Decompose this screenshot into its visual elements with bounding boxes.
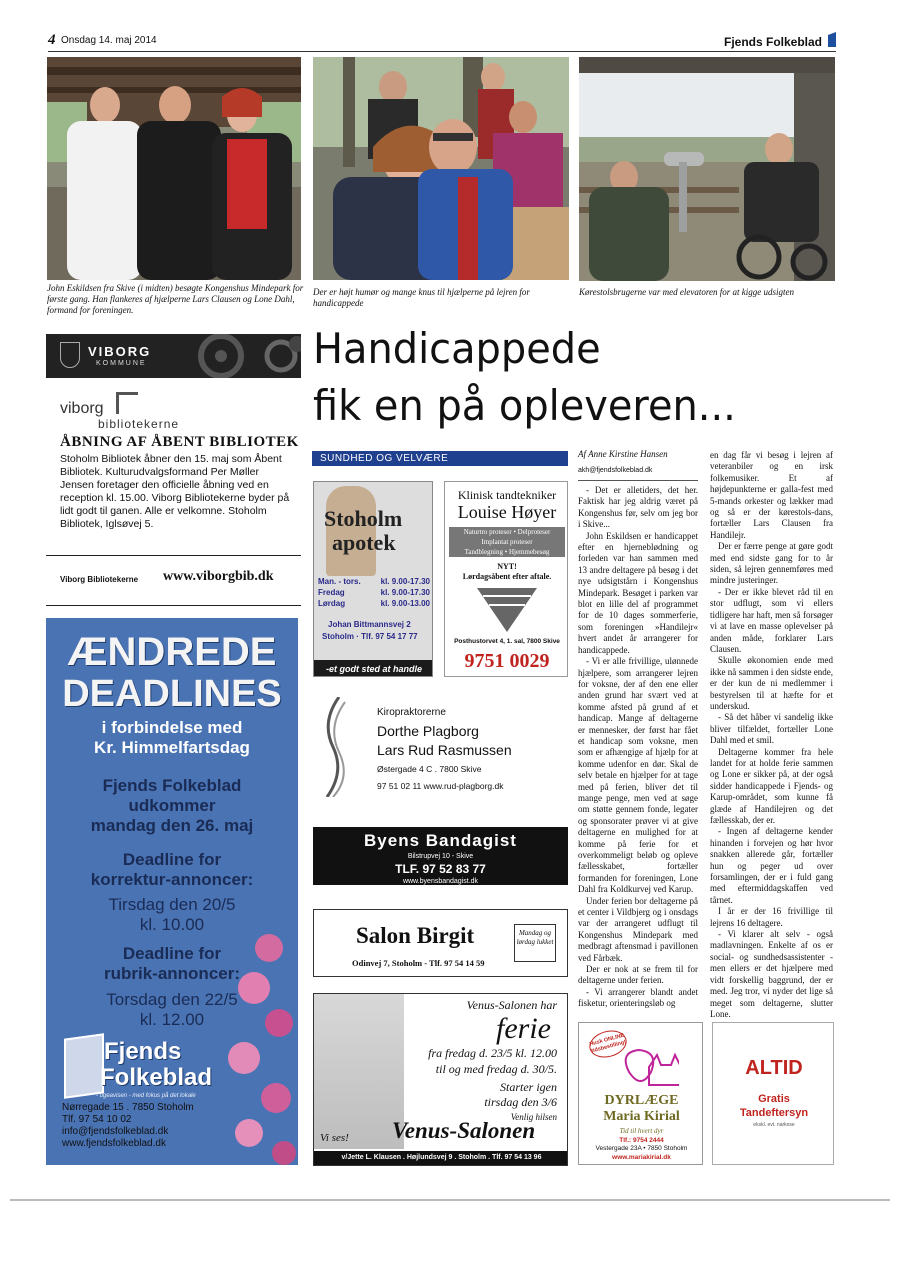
apotek-slogan: -et godt sted at handle — [314, 660, 433, 677]
tand-ad — [444, 481, 568, 677]
article-paragraph: - Vi klarer alt selv - også madlavningen. Enkelte af os er social- og sundhedsassistenter - men ellers er det hjælpere med vidt forskellig baggrund, der er med. Jeg tror, vi nyder det lige så meget som deltagerne, slutter Lone. — [710, 929, 833, 1019]
deadline-2-b: rubrik-annoncer: — [103, 964, 241, 983]
headline-line-2: fik en på opleveren... — [313, 381, 736, 430]
byens-url[interactable]: www.byensbandagist.dk — [402, 878, 479, 885]
header-rule — [48, 51, 836, 52]
kiro-title: Kiropraktorerne — [377, 707, 446, 718]
dyrlaege-ad — [578, 1022, 703, 1165]
article-paragraph: Der er nok at se frem til for deltagerne under ferien. — [578, 964, 698, 986]
photo-2-caption: Der er højt humør og mange knus til hjælperne på lejren for handicappede — [313, 287, 530, 308]
deadline-2-a: Deadline for — [122, 944, 222, 963]
apotek-hours-row: Fredag kl. 9.00-17.30 — [318, 588, 430, 597]
viborg-circles-icon — [171, 334, 301, 378]
byens-title: Byens Bandagist — [364, 831, 517, 850]
dyr-url[interactable]: www.mariakirial.dk — [612, 1154, 671, 1161]
fjends-url[interactable]: www.fjendsfolkeblad.dk — [62, 1138, 166, 1149]
deadlines-line-3: mandag den 26. maj — [90, 816, 254, 835]
fjends-addr-2: Tlf. 97 54 10 02 — [62, 1114, 132, 1125]
article-paragraph: Deltagerne kommer fra hele landet for at holde ferie sammen og Lone er sikker på, at der også sidder handicappede i Fjends- og Karup-området, som kunne få glæde af Handilejren og det fællesskab, der er. — [710, 746, 833, 825]
dyr-line-2: Maria Kirial — [603, 1109, 680, 1124]
apotek-addr-2: Stoholm · Tlf. 97 54 17 77 — [322, 632, 418, 641]
deadlines-ad — [46, 618, 298, 1165]
viborg-logo-1: viborg — [60, 400, 104, 417]
article-paragraph: Der er færre penge at gøre godt med end sidste gang for to år siden, så lejren gennemføres med mindre justeringer. — [710, 541, 833, 586]
viborg-title: ÅBNING AF ÅBENT BIBLIOTEK — [60, 434, 299, 450]
deadlines-sub-2: Kr. Himmelfartsdag — [94, 738, 250, 757]
deadline-1-d: kl. 10.00 — [139, 915, 205, 934]
venus-line-5: Starter igen — [500, 1080, 557, 1094]
viborg-logo-2: bibliotekerne — [98, 417, 180, 431]
apotek-hours-row: Lørdag kl. 9.00-13.00 — [318, 599, 430, 608]
kiro-name-2: Lars Rud Rasmussen — [377, 742, 512, 758]
deadline-1-a: Deadline for — [122, 850, 222, 869]
deadline-2-c: Torsdag den 22/5 — [106, 990, 238, 1009]
pets-icon — [609, 1037, 679, 1097]
tand-title-1: Klinisk tandtekniker — [457, 488, 557, 502]
kiro-contact: 97 51 02 11 www.rud-plagborg.dk — [377, 781, 504, 791]
woman-portrait — [314, 994, 404, 1149]
fjends-logo-1: Fjends — [104, 1038, 182, 1065]
spine-icon — [319, 697, 349, 797]
article-paragraph: - Så det håber vi sandelig ikke bliver tilfældet, fortæller Lone Dahl med et smil. — [710, 712, 833, 746]
salon-birgit-name: Salon Birgit — [356, 923, 475, 948]
altid-title: ALTID — [745, 1057, 803, 1079]
venus-line-2: ferie — [496, 1012, 551, 1045]
deadlines-line-2: udkommer — [128, 796, 216, 815]
dyr-address: Vestergade 23A • 7850 Stoholm — [595, 1145, 688, 1152]
viborg-ad — [46, 378, 301, 606]
newspaper-icon — [64, 1033, 104, 1099]
page-bottom-rule — [10, 1199, 890, 1201]
photo-3-caption: Kørestolsbrugerne var med elevatoren for at kigge udsigten — [579, 287, 795, 297]
photo-3 — [579, 57, 835, 281]
photo-1-caption: John Eskildsen fra Skive (i midten) besøgte Kongenshus Mindepark for første gang. Han flankeres af hjælperne Lars Clausen og Lone Dahl, formand for foreningen. — [47, 283, 304, 315]
byens-address: Bilstrupvej 10 - Skive — [407, 853, 474, 860]
orchid-flowers-icon — [224, 928, 298, 1165]
viborg-footer-left: Viborg Bibliotekerne — [60, 575, 139, 584]
photo-1 — [47, 57, 301, 280]
venus-line-8: Vi ses! — [320, 1132, 349, 1144]
venus-ad — [313, 993, 568, 1166]
headline-line-1: Handicappede — [313, 324, 601, 373]
apotek-name-2: apotek — [332, 530, 396, 555]
byens-ad — [313, 827, 568, 885]
deadline-1-c: Tirsdag den 20/5 — [108, 895, 236, 914]
page-number: 4 — [48, 32, 56, 48]
online-booking-bubble: Husk ONLINE tidsbestilling! — [586, 1027, 629, 1062]
tand-address: Posthustorvet 4, 1. sal, 7800 Skive — [454, 638, 560, 645]
venus-line-4: til og med fredag d. 30/5. — [435, 1062, 557, 1076]
article-paragraph: I år er der 16 frivillige til lejrens 16 deltagere. — [710, 906, 833, 928]
paper-name: Fjends Folkeblad — [723, 35, 822, 49]
article-paragraph: - Vi arrangerer blandt andet fisketur, orienteringsløb og — [578, 986, 698, 1009]
fjends-tagline: - ugeavisen - med fokus på det lokale — [96, 1093, 196, 1099]
salon-birgit-ad — [313, 909, 568, 977]
tand-saturday: Lørdagsåbent efter aftale. — [462, 572, 552, 581]
salon-birgit-badge: Mandag og lørdag lukket — [514, 924, 556, 962]
apotek-hours-row: Man. - tors. kl. 9.00-17.30 — [318, 577, 430, 586]
page-header — [48, 32, 836, 52]
article-paragraph: - Der er ikke blevet råd til en stor udflugt, som vi ellers tidligere har haft, men så forsøger vi at lave en masse oplevelser på anden måde, forklarer Lars Clausen. — [710, 586, 833, 654]
viborg-body: Stoholm Bibliotek åbner den 15. maj som Åbent Bibliotek. Kulturudvalgsformand Per Møller Jensen foretager den officielle åbning ved en reception kl. 15.00. Viborg Bibliotekerne byder på lidt godt til ganen. Alle er velkomne. Stoholm Bibliotek, Iglsøvej 5. — [60, 453, 290, 530]
article-paragraph: Under ferien bor deltagerne på et center i Vildbjerg og i onsdags var der arrangeret udflugt til Kongenshus Mindepark med medbragt aftensmad i pavillonen ved Fårbæk. — [578, 895, 698, 963]
venus-signature: Venus-Salonen — [392, 1118, 536, 1143]
venus-line-6: tirsdag den 3/6 — [484, 1095, 557, 1109]
byline-rule — [578, 480, 698, 481]
dyr-line-3: Tid til hvert dyr — [619, 1127, 664, 1135]
article-paragraph: John Eskildsen er handicappet efter en hjerneblødning og forleden var han sammen med 13 andre deltagere på besøg i det nye udsigtstårn i Kongenshus Mindepark. Besøget i parken var blot en lille del af programmet for de 10 dages sommerferie, som foreningen »Handilejr« hvert andet år arrangerer for handicappede. — [578, 530, 698, 655]
viborg-crest-icon — [60, 342, 80, 368]
fjends-logo-2: Folkeblad — [100, 1064, 213, 1091]
kiro-ad — [313, 689, 568, 804]
deadlines-title-1: ÆNDREDE — [67, 630, 277, 674]
salon-birgit-address: Odinvej 7, Stoholm - Tlf. 97 54 14 59 — [352, 958, 485, 968]
apotek-addr-1: Johan Bittmannsvej 2 — [328, 620, 411, 629]
fjends-email[interactable]: info@fjendsfolkeblad.dk — [62, 1126, 169, 1137]
byline-email[interactable]: akh@fjendsfolkeblad.dk — [578, 467, 653, 474]
venus-address: v/Jette L. Klausen . Højlundsvej 9 . Stoholm . Tlf. 97 54 13 96 — [314, 1151, 568, 1165]
venus-line-1: Venus-Salonen har — [466, 998, 557, 1012]
article-column-2 — [710, 450, 833, 1020]
altid-gratis: Gratis — [758, 1093, 790, 1105]
section-bar: SUNDHED OG VELVÆRE — [312, 451, 568, 466]
byline-author: Af Anne Kirstine Hansen — [578, 449, 668, 459]
article-column-1 — [578, 485, 698, 1010]
article-paragraph: Skulle økonomien ende med ikke nå sammen i den sidste ende, er der kun de ni medlemmer i bestyrelsen til at hæfte for et underskud. — [710, 655, 833, 711]
article-paragraph: en dag får vi besøg i lejren af veteranbiler og en irsk folkemusiker. Et af højdepunkterne er galla-fest med 5-mands orkester og lækker mad og så er der kørestols-dans, fortæller Lars Clausen fra Handilejr. — [710, 450, 833, 540]
apotek-ad — [313, 481, 433, 677]
altid-note: ekskl. evt. narkose — [753, 1122, 795, 1128]
deadlines-line-1: Fjends Folkeblad — [102, 776, 242, 795]
article-paragraph: - Ingen af deltagerne kender hinanden i forvejen og hør hvor snakken allerede går, fortæller hun og peger ud over forsamlingen, der er i fuld gang med eftermiddagskaffen ved tårnet. — [710, 826, 833, 905]
deadline-2-d: kl. 12.00 — [139, 1010, 205, 1029]
article-paragraph: - Det er alletiders, det her. Faktisk har jeg aldrig været på Kongenshus før, selv om jeg bor i Skive... — [578, 485, 698, 530]
deadline-1-b: korrektur-annoncer: — [90, 870, 254, 889]
venus-line-3: fra fredag d. 23/5 kl. 12.00 — [428, 1046, 557, 1060]
viborg-kommune-banner — [46, 334, 301, 378]
tand-service-1: Naturtro proteser • Delproteser — [463, 528, 551, 536]
kiro-name-1: Dorthe Plagborg — [377, 723, 479, 739]
bibliotek-logo-icon — [116, 392, 138, 414]
altid-ad — [712, 1022, 834, 1165]
viborg-kommune-1: VIBORG — [88, 344, 152, 359]
dyr-phone: Tlf.: 9754 2444 — [619, 1137, 664, 1144]
tand-nyt: NYT! — [497, 562, 517, 571]
photo-2 — [313, 57, 569, 280]
deadlines-title-2: DEADLINES — [62, 673, 282, 715]
tooth-triangle-icon — [477, 588, 537, 632]
byens-phone: TLF. 97 52 83 77 — [395, 862, 486, 876]
tand-service-2: Implantat proteser — [481, 538, 533, 546]
paper-flag-icon — [828, 32, 836, 47]
page-date: Onsdag 14. maj 2014 — [61, 35, 157, 46]
kiro-address: Østergade 4 C . 7800 Skive — [377, 764, 482, 774]
apotek-name-1: Stoholm — [324, 506, 403, 531]
altid-tandeftersyn: Tandeftersyn — [739, 1107, 809, 1119]
viborg-url[interactable]: www.viborgbib.dk — [163, 569, 274, 584]
tand-phone: 9751 0029 — [464, 650, 550, 672]
venus-line-7: Venlig hilsen — [510, 1112, 557, 1122]
dyr-line-1: DYRLÆGE — [604, 1093, 679, 1108]
fjends-addr-1: Nørregade 15 . 7850 Stoholm — [62, 1102, 194, 1113]
tand-title-2: Louise Høyer — [457, 502, 557, 522]
tand-service-3: Tandblegning • Hjemmebesøg — [464, 548, 550, 556]
article-paragraph: - Vi er alle frivillige, ulønnede hjælpere, som arrangerer lejren for voksne, der af den ene eller anden grund har svært ved at komme afsted på grund af et handicap. Mange af deltagerne er mennesker, der først har fået et handicap som voksne, men som er afhængige af hjælp for at komme udenfor en dør. Skal de selv betale en hjælper for at tage med på ferien, bliver det til mange penge, men ved at søge om støtte gennem fonde, legater og sponsorater prøver vi at give deltagerne en mulighed for at komme på ferie for et overkommeligt beløb og opleve fællesskabet, fortæller formanden for foreningen, Lone Dahl fra Koldkurvej ved Karup. — [578, 656, 698, 895]
viborg-kommune-2: KOMMUNE — [96, 360, 147, 367]
deadlines-sub-1: i forbindelse med — [101, 718, 243, 737]
